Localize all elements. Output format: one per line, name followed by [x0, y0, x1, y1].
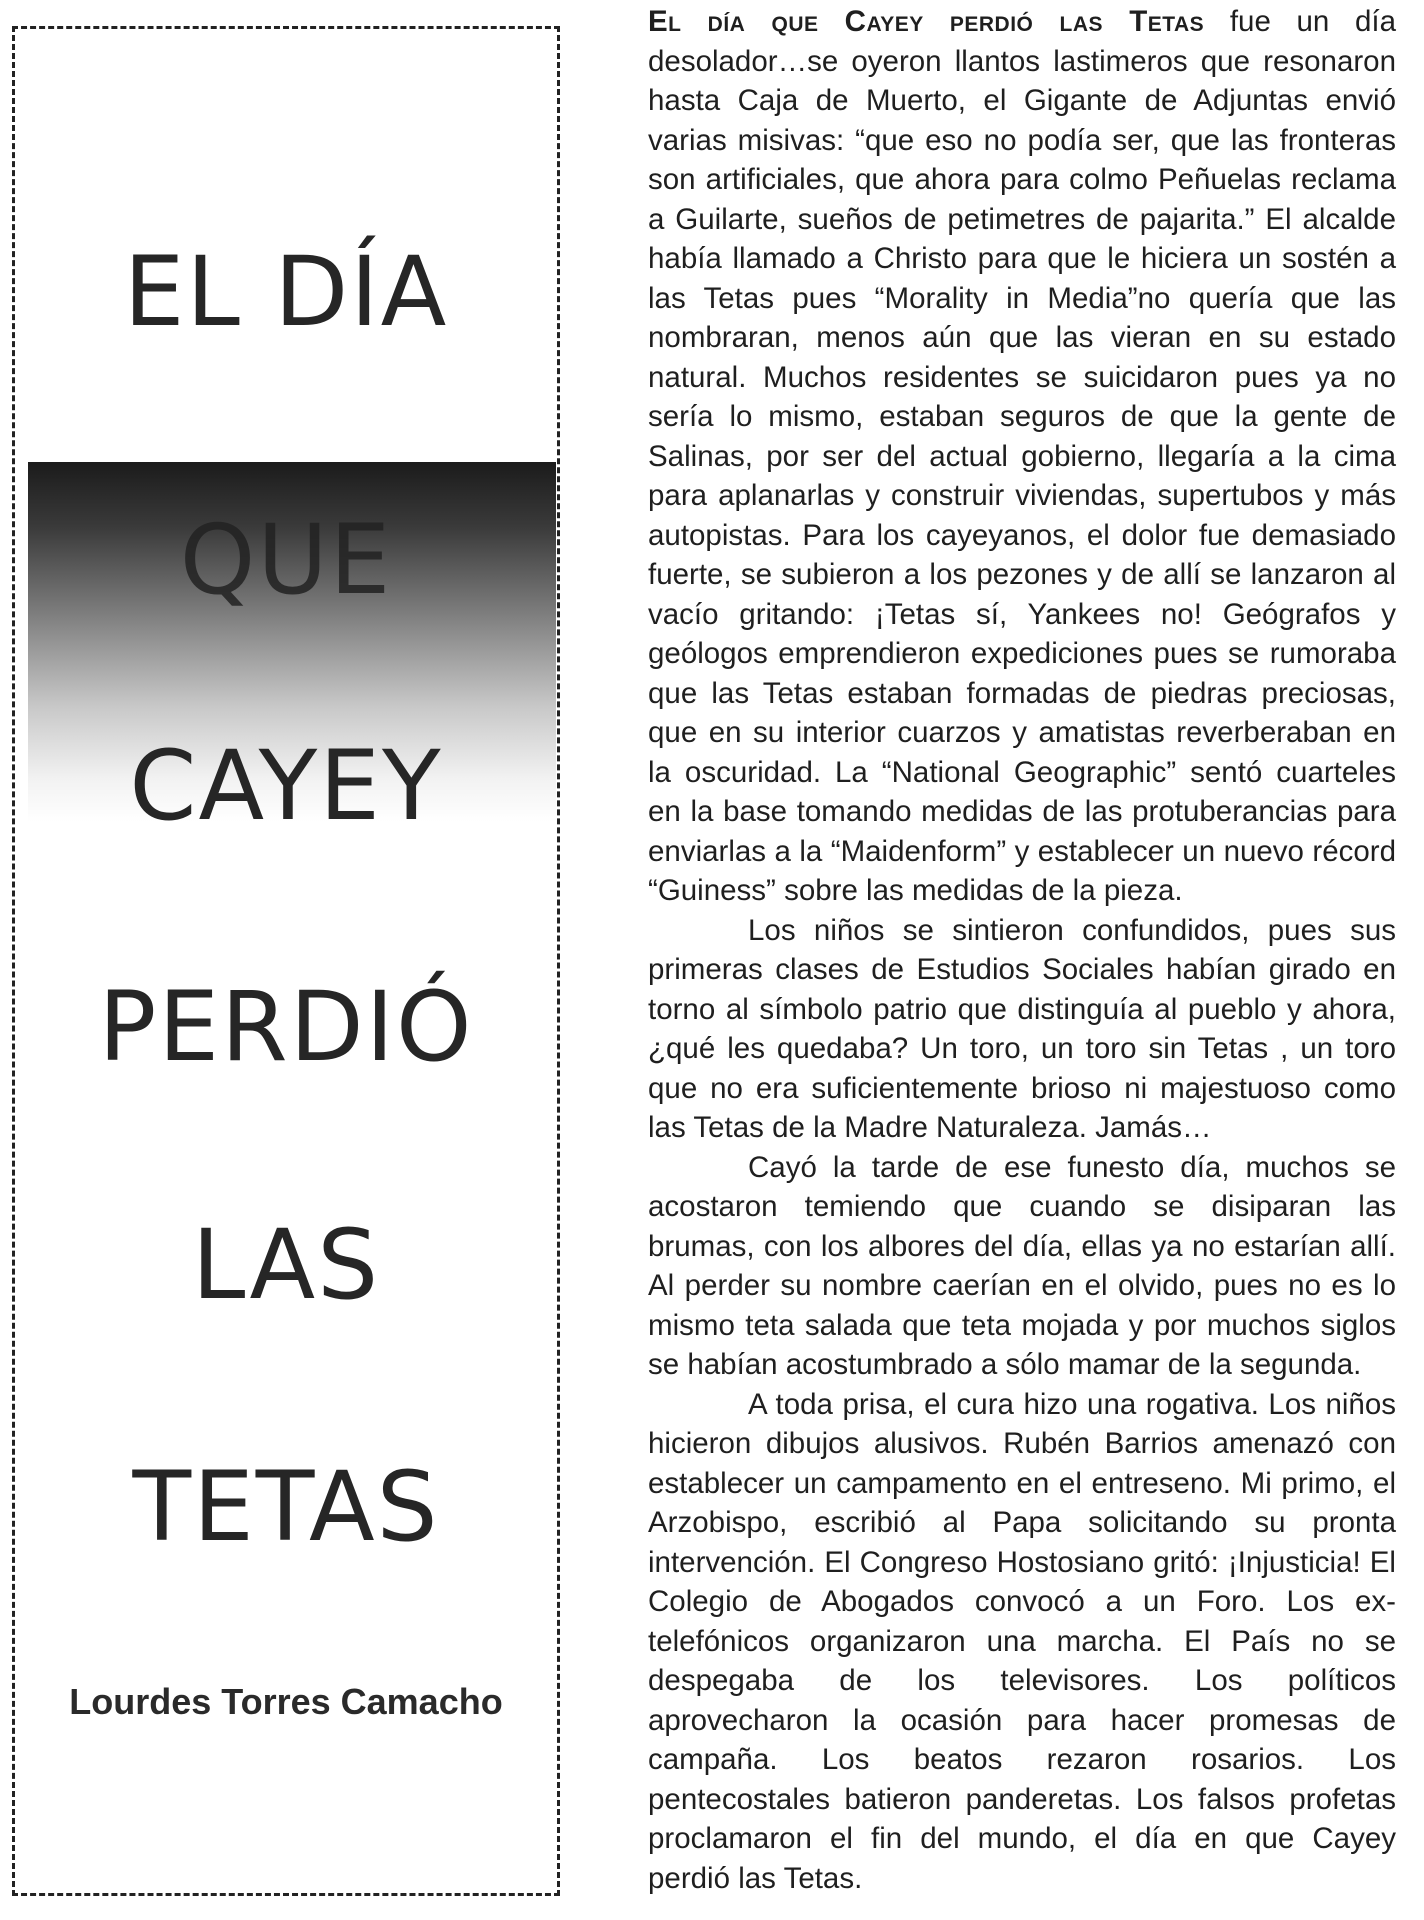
title-word-2: QUE — [179, 504, 393, 616]
title-word-3: CAYEY — [129, 730, 443, 842]
title-word-6: TETAS — [132, 1451, 440, 1563]
cut-line-bottom — [12, 1893, 560, 1896]
article-lead-in: El día que Cayey perdió las Tetas — [648, 5, 1205, 38]
title-word-5: LAS — [191, 1209, 381, 1321]
title-word-1: EL DÍA — [123, 236, 449, 348]
title-word-4: PERDIÓ — [98, 971, 474, 1083]
article-paragraph-4: A toda prisa, el cura hizo una rogativa. Los niños hicieron dibujos alusivos. Rubén Barrios amenazó con establecer un campamento en el entreseno. Mi primo, el Arzobispo, escribió al Papa solicitando su pronta intervención. El Congreso Hostosiano gritó: ¡Injusticia! El Colegio de Abogados convocó a un Foro. Los ex-telefónicos organizaron una marcha. El País no se despegaba de los televisores. Los políticos aprovecharon la ocasión para hacer promesas de campaña. Los beatos rezaron rosarios. Los pentecostales batieron panderetas. Los falsos profetas proclamaron el fin del mundo, el día en que Cayey perdió las Tetas. — [648, 1387, 1396, 1895]
article-body — [648, 2, 1396, 1898]
cut-line-top — [12, 26, 560, 29]
article-paragraph-1-text: fue un día desolador…se oyeron llantos lastimeros que resonaron hasta Caja de Muerto, el Gigante de Adjuntas envió varias misivas: “que eso no podía ser, que las fronteras son artificiales, que ahora para colmo Peñuelas reclama a Guilarte, sueños de petimetres de pajarita.” El alcalde había llamado a Christo para que le hiciera un sostén a las Tetas pues “Morality in Media”no quería que las nombraran, menos aún que las vieran en su estado natural. Muchos residentes se suicidaron pues ya no sería lo mismo, estaban seguros de que la gente de Salinas, por ser del actual gobierno, llegaría a la cima para aplanarlas y construir viviendas, supertubos y más autopistas. Para los cayeyanos, el dolor fue demasiado fuerte, se subieron a los pezones y de allí se lanzaron al vacío gritando: ¡Tetas sí, Yankees no! Geógrafos y geólogos emprendieron expediciones pues se rumoraba que las Tetas estaban formadas de piedras preciosas, que en su interior cuarzos y amatistas reverberaban en la oscuridad. La “National Geographic” sentó cuarteles en la base tomando medidas de las protuberancias para enviarlas a la “Maidenform” y establecer un nuevo récord “Guiness” sobre las medidas de la pieza. — [648, 5, 1396, 907]
article-paragraph-3: Cayó la tarde de ese funesto día, muchos se acostaron temiendo que cuando se disiparan las brumas, con los albores del día, ellas ya no estarían allí. Al perder su nombre caerían en el olvido, pues no es lo mismo teta salada que teta mojada y por muchos siglos se habían acostumbrado a sólo mamar de la segunda. — [648, 1150, 1396, 1381]
author-name: Lourdes Torres Camacho — [69, 1681, 503, 1722]
article-paragraph-2: Los niños se sintieron confundidos, pues sus primeras clases de Estudios Sociales habían girado en torno al símbolo patrio que distinguía al pueblo y ahora, ¿qué les quedaba? Un toro, un toro sin Tetas , un toro que no era suficientemente brioso ni majestuoso como las Tetas de la Madre Naturaleza. Jamás… — [648, 913, 1396, 1144]
article-paragraph-1 — [648, 2, 1396, 911]
bookmark-panel — [12, 26, 560, 1896]
